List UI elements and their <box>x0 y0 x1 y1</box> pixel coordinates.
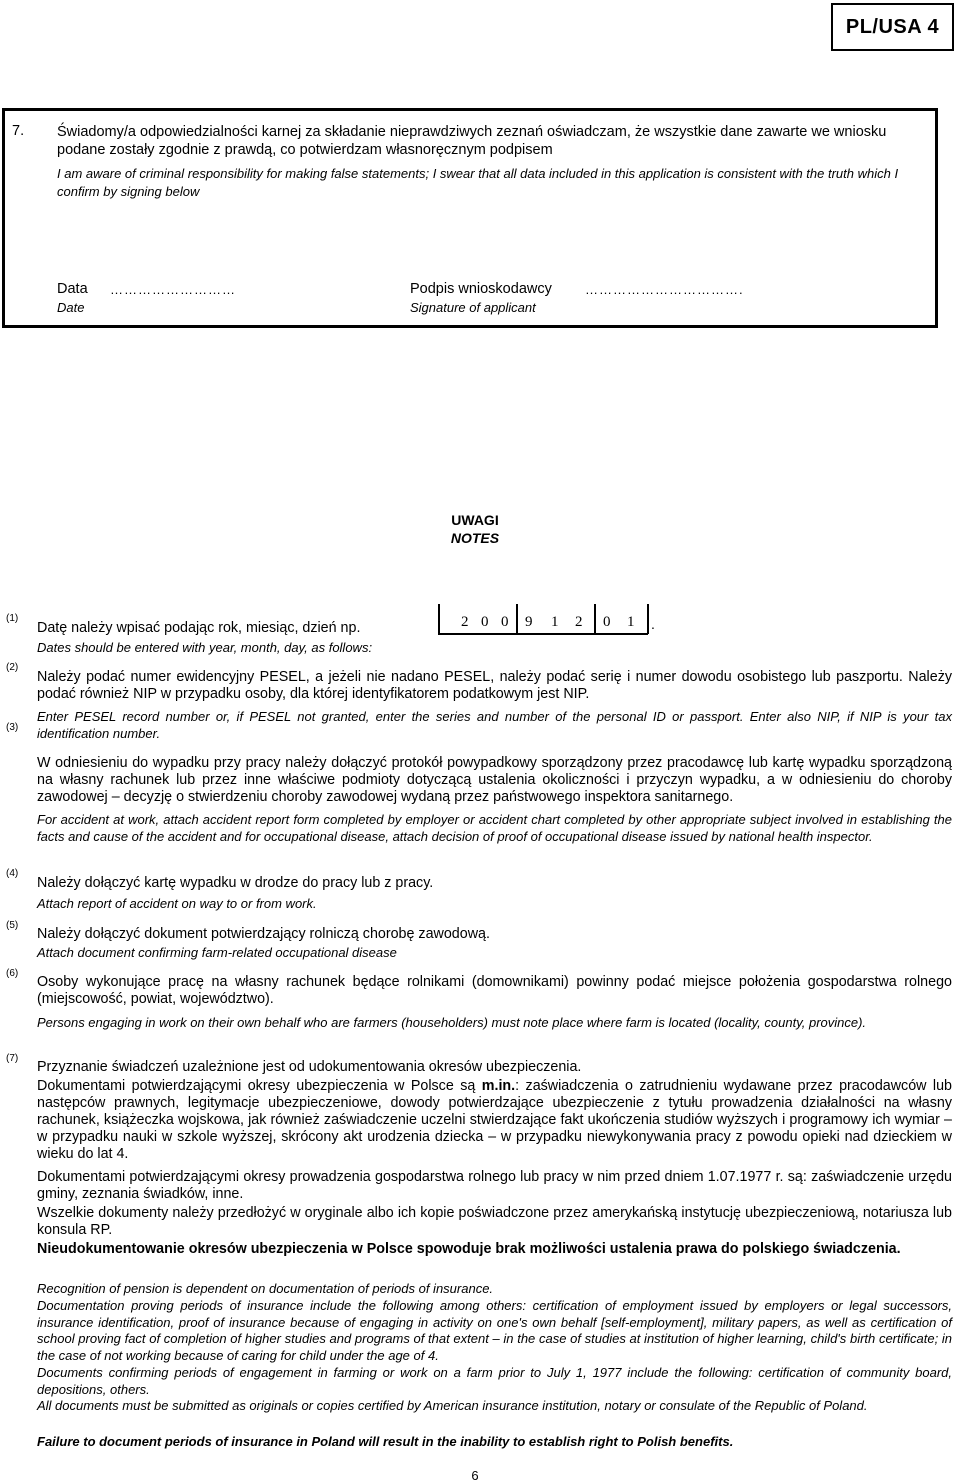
note-3-pl: W odniesieniu do wypadku przy pracy należy dołączyć protokół powypadkowy sporządzony przez pracodawcę lub kartę wypadku sporządzoną na własny rachunek lub przez inne właściwe podmioty dotyczącą ustalenia okoliczności i przyczyn wypadku, a w odniesieniu do choroby zawodowej – decyzję o stwierdzeniu choroby zawodowej wydaną przez państwowego inspektora sanitarnego. <box>37 755 952 805</box>
note-6-pl: Osoby wykonujące pracę na własny rachunek będące rolnikami (domownikami) powinny podać miejsce położenia gospodarstwa rolnego (miejscowość, powiat, województwo). <box>37 974 952 1007</box>
date-digit: 1 <box>551 614 559 630</box>
note-7-p5-bold: Nieudokumentowanie okresów ubezpieczenia w Polsce spowoduje brak możliwości ustalenia prawa do polskiego świadczenia. <box>37 1241 901 1257</box>
note-4-pl: Należy dołączyć kartę wypadku w drodze do pracy lub z pracy. <box>37 875 434 891</box>
date-digit: 0 <box>481 614 489 630</box>
date-digit: 2 <box>575 614 583 630</box>
form-code: PL/USA 4 <box>845 15 940 38</box>
notes-heading-en: NOTES <box>450 530 500 546</box>
page-number: 6 <box>471 1468 479 1483</box>
note-7-en5-bold: Failure to document periods of insurance in Poland will result in the inability to establish right to Polish benefits. <box>37 1434 734 1449</box>
note-2-en: Enter PESEL record number or, if PESEL not granted, enter the series and number of the personal ID or passport. Enter also NIP, if NIP is your tax identification number. <box>37 709 952 741</box>
note-3-en: For accident at work, attach accident report form completed by employer or accident chart completed by other appropriate subject involved in establishing the facts and cause of the accident and for occupational disease, attach decision of proof of occupational disease issued by national health inspector. <box>37 812 952 844</box>
note-1-pl: Datę należy wpisać podając rok, miesiąc, dzień np. <box>37 620 361 636</box>
date-digit: 1 <box>627 614 635 630</box>
note-marker-3: (3) <box>6 722 19 733</box>
note-5-en: Attach document confirming farm-related occupational disease <box>37 945 397 960</box>
note-marker-2: (2) <box>6 662 19 673</box>
date-label-en: Date <box>57 300 85 315</box>
date-example-baseline <box>438 633 648 635</box>
date-digit: 9 <box>525 614 533 630</box>
declaration-text-pl: Świadomy/a odpowiedzialności karnej za składanie nieprawdziwych zeznań oświadczam, że wszystkie dane zawarte we wniosku podane zostały zgodnie z prawdą, co potwierdzam własnoręcznym podpisem <box>57 124 887 158</box>
note-7-p2-bold: m.in. <box>481 1078 516 1094</box>
signature-label-en: Signature of applicant <box>410 300 536 315</box>
note-7-en5 <box>37 1434 952 1451</box>
note-7-en1: Recognition of pension is dependent on documentation of periods of insurance. <box>37 1281 494 1296</box>
note-4-en: Attach report of accident on way to or from work. <box>37 896 317 911</box>
date-label-pl: Data <box>57 281 88 297</box>
date-digit: 2 <box>461 614 469 630</box>
date-digit: 0 <box>603 614 611 630</box>
note-2-pl: Należy podać numer ewidencyjny PESEL, a jeżeli nie nadano PESEL, należy podać serię i numer dowodu osobistego lub paszportu. Należy podać również NIP w przypadku osoby, dla której identyfikatorem podatkowym jest NIP. <box>37 669 952 702</box>
note-marker-7: (7) <box>6 1053 19 1064</box>
form-code-box <box>831 3 954 51</box>
note-7-p4: Wszelkie dokumenty należy przedłożyć w oryginale albo ich kopie poświadczone przez amerykańską instytucję ubezpieczeniową, notariusza lub konsula RP. <box>37 1205 952 1238</box>
date-example <box>438 604 654 634</box>
date-example-period: . <box>651 616 655 632</box>
note-7-p2-a: Dokumentami potwierdzającymi okresy ubezpieczenia w Polsce są <box>37 1078 482 1094</box>
note-7-p5 <box>37 1241 952 1258</box>
note-7-en3: Documents confirming periods of engagement in farming or work on a farm prior to July 1, 1977 include the following: certification of community board, depositions, others. <box>37 1365 952 1397</box>
declaration-box <box>2 108 938 328</box>
note-7-p2-b: : zaświadczenia o zatrudnieniu wydawane przez pracodawców lub następców prawnych, legitymacje ubezpieczeniowe, dowody potwierdzające ubezpieczenie z tytułu prowadzenia działalności na własny rachunek, książeczka wojskowa, jak również zaświadczenie uczelni stwierdzające fakt ukończenia studiów wyższych i programowy ich wymiar – w przypadku nauki w szkole wyższej, skrócony akt urodzenia dziecka – w przypadku niewykonywania pracy z powodu opieki nad dzieckiem w wieku do lat 4. <box>37 1078 952 1162</box>
date-digit: 0 <box>501 614 509 630</box>
date-example-divider <box>594 604 596 634</box>
signature-label-pl: Podpis wnioskodawcy <box>410 281 552 297</box>
note-7-en2: Documentation proving periods of insurance include the following among others: certification of employment issued by employers or legal successors, insurance identification, proof of insurance because of engaging in activity on one's own behalf [self-employment], military papers, as well as certification of school proving fact of completion of higher studies and programs of that extent – in the case of studies at institution of higher learning, child's birth certificate; in the case of not working because of caring for child under the age of 4. <box>37 1298 952 1363</box>
note-6-en: Persons engaging in work on their own behalf who are farmers (householders) must note place where farm is located (locality, county, province). <box>37 1015 867 1030</box>
date-field[interactable]: ……………………… <box>110 282 236 297</box>
declaration-text-en: I am aware of criminal responsibility for making false statements; I swear that all data included in this application is consistent with the truth which I confirm by signing below <box>57 166 899 199</box>
note-marker-1: (1) <box>6 613 19 624</box>
date-example-divider <box>516 604 518 634</box>
note-marker-5: (5) <box>6 920 19 931</box>
signature-field[interactable]: ……………………………. <box>585 282 744 297</box>
note-marker-4: (4) <box>6 868 19 879</box>
date-example-divider <box>438 604 440 634</box>
note-7-p2 <box>37 1078 952 1163</box>
note-5-pl: Należy dołączyć dokument potwierdzający rolniczą chorobę zawodową. <box>37 926 490 942</box>
note-marker-6: (6) <box>6 968 19 979</box>
date-example-divider <box>647 604 649 634</box>
note-7-p3: Dokumentami potwierdzającymi okresy prowadzenia gospodarstwa rolnego lub pracy w nim przed dniem 1.07.1977 r. są: zaświadczenie urzędu gminy, zeznania świadków, inne. <box>37 1169 952 1202</box>
note-1-en: Dates should be entered with year, month, day, as follows: <box>37 640 373 655</box>
declaration-number: 7. <box>12 123 25 139</box>
notes-heading-pl: UWAGI <box>451 512 499 528</box>
note-7-p1: Przyznanie świadczeń uzależnione jest od udokumentowania okresów ubezpieczenia. <box>37 1059 582 1075</box>
note-7-en4: All documents must be submitted as originals or copies certified by American insurance institution, notary or consulate of the Republic of Poland. <box>37 1398 868 1413</box>
